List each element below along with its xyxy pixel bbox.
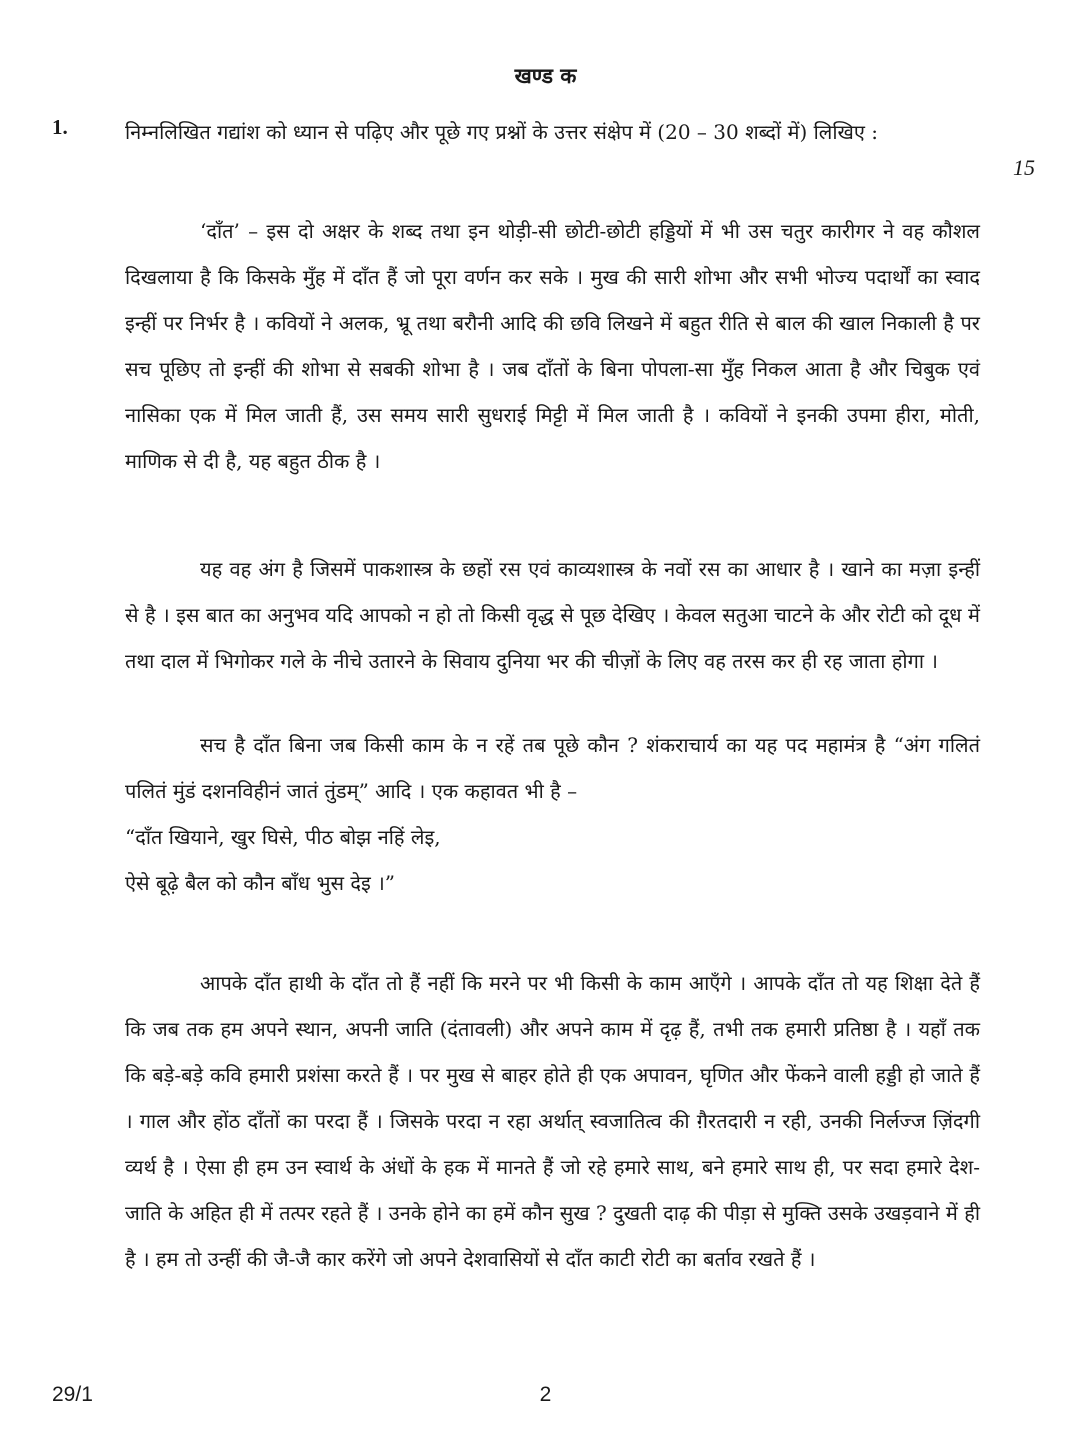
question-instruction: निम्नलिखित गद्यांश को ध्यान से पढ़िए और पूछे गए प्रश्नों के उत्तर संक्षेप में (20 – 30 शब्दों में) लिखिए : [125,120,879,144]
question-marks: 15 [1013,155,1035,180]
passage-paragraph-1: ‘दाँत’ – इस दो अक्षर के शब्द तथा इन थोड़ी-सी छोटी-छोटी हड्डियों में भी उस चतुर कारीगर ने वह कौशल दिखलाया है कि किसके मुँह में दाँत हैं जो पूरा वर्णन कर सके । मुख की सारी शोभा और सभी भोज्य पदार्थों का स्वाद इन्हीं पर निर्भर है । कवियों ने अलक, भ्रू तथा बरौनी आदि की छवि लिखने में बहुत रीति से बाल की खाल निकाली है पर सच पूछिए तो इन्हीं की शोभा से सबकी शोभा है । जब दाँतों के बिना पोपला-सा मुँह निकल आता है और चिबुक एवं नासिका एक में मिल जाती हैं, उस समय सारी सुधराई मिट्टी में मिल जाती है । कवियों ने इनकी उपमा हीरा, मोती, माणिक से दी है, यह बहुत ठीक है । [125,219,980,473]
passage-paragraph-3: सच है दाँत बिना जब किसी काम के न रहें तब पूछे कौन ? शंकराचार्य का यह पद महामंत्र है “अंग गलितं पलितं मुंडं दशनविहीनं जातं तुंडम्” आदि । एक कहावत भी है – [125,733,980,803]
paper-code: 29/1 [52,1383,93,1406]
question-number: 1. [52,115,68,139]
passage-block-2 [125,546,980,684]
passage-paragraph-4: आपके दाँत हाथी के दाँत तो हैं नहीं कि मरने पर भी किसी के काम आएँगे । आपके दाँत तो यह शिक्षा देते हैं कि जब तक हम अपने स्थान, अपनी जाति (दंतावली) और अपने काम में दृढ़ हैं, तभी तक हमारी प्रतिष्ठा है । यहाँ तक कि बड़े-बड़े कवि हमारी प्रशंसा करते हैं । पर मुख से बाहर होते ही एक अपावन, घृणित और फेंकने वाली हड्डी हो जाते हैं । गाल और होंठ दाँतों का परदा हैं । जिसके परदा न रहा अर्थात् स्वजातित्व की ग़ैरतदारी न रही, उनकी निर्लज्ज ज़िंदगी व्यर्थ है । ऐसा ही हम उन स्वार्थ के अंधों के हक में मानते हैं जो रहे हमारे साथ, बने हमारे साथ ही, पर सदा हमारे देश-जाति के अहित ही में तत्पर रहते हैं । उनके होने का हमें कौन सुख ? दुखती दाढ़ की पीड़ा से मुक्ति उसके उखड़वाने में ही है । हम तो उन्हीं की जै-जै कार करेंगे जो अपने देशवासियों से दाँत काटी रोटी का बर्ताव रखते हैं । [125,971,980,1271]
page-number: 2 [539,1383,552,1406]
passage-block-3 [125,722,980,906]
passage-block-1 [125,208,980,484]
verse-line-2: ऐसे बूढ़े बैल को कौन बाँध भुस देइ ।” [125,871,396,895]
section-title: खण्ड क [514,63,577,88]
passage-paragraph-2: यह वह अंग है जिसमें पाकशास्त्र के छहों रस एवं काव्यशास्त्र के नवों रस का आधार है । खाने का मज़ा इन्हीं से है । इस बात का अनुभव यदि आपको न हो तो किसी वृद्ध से पूछ देखिए । केवल सतुआ चाटने के और रोटी को दूध में तथा दाल में भिगोकर गले के नीचे उतारने के सिवाय दुनिया भर की चीज़ों के लिए वह तरस कर ही रह जाता होगा । [125,557,980,673]
verse-line-1: “दाँत खियाने, खुर घिसे, पीठ बोझ नहिं लेइ, [125,825,441,849]
passage-block-4 [125,960,980,1282]
